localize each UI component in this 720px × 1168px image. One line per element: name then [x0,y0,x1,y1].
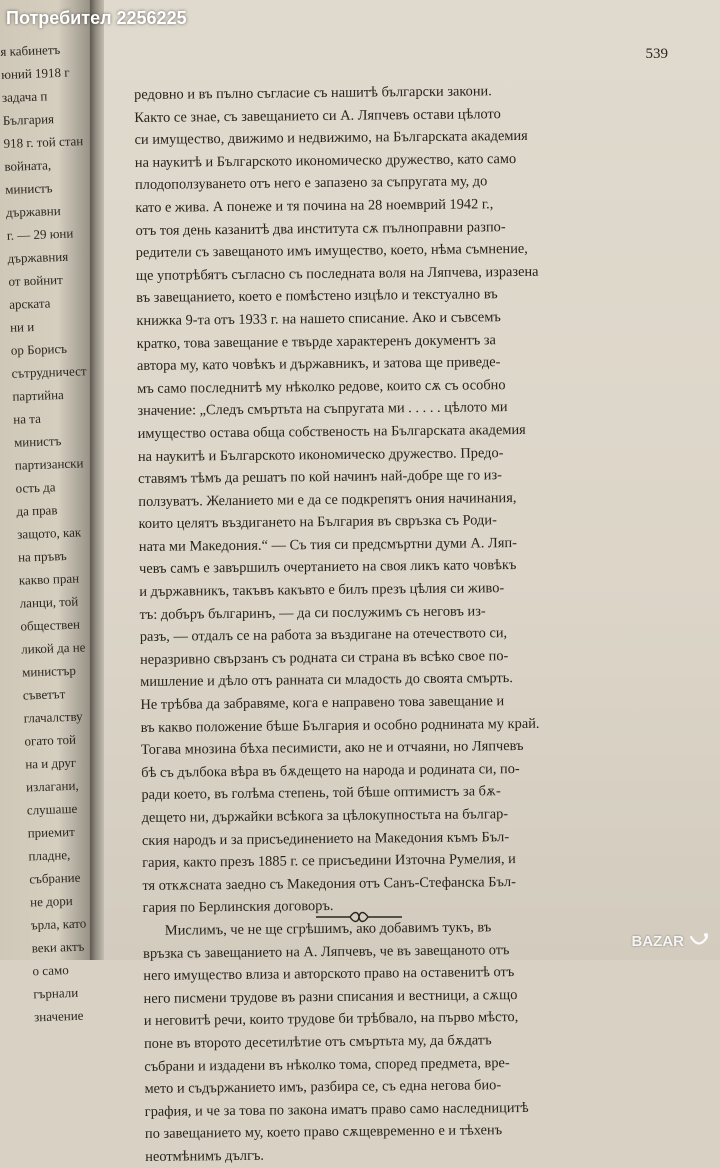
text-line: въ завещанието, което е помѣстено изцѣло и текстуално въ [136,286,498,307]
brand-text: BAZAR [631,932,684,950]
text-line: Тогава мнозина бѣха песимисти, ако не и отчаяни, но Ляпчевъ [140,738,524,759]
left-page-line: партизански [14,455,84,473]
bazar-logo [632,932,711,950]
text-line: чевъ самъ е завършилъ очертанието на своя ликъ като човѣкъ [138,557,517,578]
text-line: въ какво положение бѣше България и особно роднината му край. [140,715,540,736]
text-line: ната ми Македония.“ — Съ тия си предсмъртни думи А. Ляп- [138,534,517,555]
left-page-line: министъ [4,180,53,197]
left-page-line: г. — 29 юни [6,225,74,243]
left-page-line: обществен [20,616,81,634]
text-line: ради което, въ голѣма степень, той бѣше оптимистъ за бѫ- [141,783,501,804]
left-page-line: глачалству [23,708,83,726]
left-page-line: България [2,111,55,128]
text-line: връзка съ завещанието на А. Ляпчевъ, че въ завещаното отъ [143,941,510,962]
text-line: редовно и въ пълно съгласие съ нашитѣ български закони. [134,83,492,103]
left-page-line: да прав [16,502,58,519]
text-line: имущество остава обща собственость на Българската академия [137,421,526,442]
left-page-line: ликой да не [21,639,86,657]
left-page-line: министър [21,662,77,680]
left-page-line: огато той [24,731,77,749]
smile-logo-icon [688,932,710,950]
left-page-line: събрание [29,869,81,887]
page-number: 539 [645,46,668,62]
left-page-line: я кабинетъ [0,41,61,59]
text-line: гария по Берлинския договоръ. [142,898,334,917]
text-line: мишление и дѣло отъ ранната си младость до своята смърть. [140,670,514,691]
text-line: които целятъ въздигането на България въ свръзка съ Роди- [138,512,497,533]
text-line: дещето ни, държайки всѣкога за цѣлокупностьта на българ- [141,806,509,826]
left-page-line: ланци, той [19,593,79,611]
text-line: неразривно свързанъ съ родната си страна въ всѣко свое по- [139,647,509,668]
text-line: на наукитѣ и Българското икономическо дружество, като само [134,150,517,171]
left-page-line: съветът [22,686,66,703]
left-page-line: защото, как [16,524,82,542]
body-text [134,78,675,1168]
left-page-line: ость да [15,479,56,496]
left-page-edge [0,0,96,1025]
left-page-line: не дори [29,892,73,910]
left-page-line: на та [12,410,42,427]
left-page-line: арската [8,295,51,312]
text-line: и неговитѣ речи, които трудове би трѣбвало, на първо мѣсто, [143,1009,519,1030]
text-line: плодоползуването отъ него е запазено за съпругата му, до [134,173,488,194]
left-page-line: ни и [9,318,35,335]
text-line: разъ, — отдалъ се на работа за въздигане на отечеството си, [139,625,508,646]
left-page-line: приемит [27,823,75,841]
text-line: редители съ завещаното имъ имущество, което, нѣма съмнение, [135,241,528,262]
left-page-line: слушаше [26,800,78,818]
left-page-line: какво пран [18,570,80,588]
text-line: ския народъ и за присъединението на Македония къмъ Бъл- [141,828,510,849]
text-line: по завещанието му, което право сѫщевременно е и тѣхенъ [144,1122,503,1143]
text-line: поне въ второто десетилѣтие отъ смъртьта му, да бѫдатъ [143,1032,492,1052]
text-line: автора му, като човѣкъ и държавникъ, и затова ще приведе- [136,354,501,375]
left-page-line: министъ [13,433,62,450]
left-page-line: излагани, [25,777,79,795]
user-watermark: Потребител 2256225 [6,8,187,28]
left-page-line: ърла, като [30,915,87,933]
text-line: мето и съдържанието имъ, разбира се, съ една негова био- [144,1077,502,1098]
text-line: Мислимъ, че не ще сгрѣшимъ, ако добавимъ тукъ, въ [164,919,492,939]
left-page-line: пладне, [28,847,71,864]
left-page-line: от войнит [8,271,64,289]
text-line: него имущество влиза и авторското право на оставенитѣ отъ [143,964,515,985]
text-line: кратко, това завещание е твърде характеренъ документъ за [136,331,496,352]
left-page-line: гърнали [33,984,79,1002]
text-line: бѣ съ дълбока вѣра въ бѫдещето на народа и родината си, по- [141,760,520,781]
left-page-line: юний 1918 г [0,64,70,82]
text-line: ползуватъ. Желанието ми е да се подкрепятъ ония начинания, [138,489,517,510]
book-gutter [90,0,104,960]
left-page-line: о само [32,962,69,979]
text-line: Не трѣбва да забравяме, кога е направено това завещание и [140,693,505,713]
left-page-line: войната, [4,157,52,174]
text-line: и държавникъ, такъвъ какъвто е билъ презъ цѣлия си живо- [139,580,505,601]
left-page-line: държавния [7,248,69,266]
text-line: ставямъ тѣмъ да решатъ по кой начинъ най-добре ще го из- [138,467,502,488]
text-line: неотмѣнимъ дългъ. [145,1147,265,1165]
text-line: него писмени трудове въ разни списания и вестници, а сѫщо [143,986,518,1007]
text-line: ще употрѣбятъ съгласно съ последната воля на Ляпчева, изразена [135,263,539,284]
left-page-line: държавни [5,202,61,220]
left-page-line: партийна [12,386,65,404]
text-line: мъ само последнитѣ му нѣколко редове, които сѫ съ особно [137,376,506,397]
text-line: графия, и че за това по закона иматъ право само наследницитѣ [144,1099,529,1120]
left-page-line: задача п [1,88,48,105]
left-page-line: значение [33,1007,84,1025]
left-page-line: сътрудничест [11,363,87,381]
left-page-line: на пръвъ [17,547,67,565]
text-line: Както се знае, съ завещанието си А. Ляпчевъ остави цѣлото [134,105,501,126]
text-line: тя откѫсната заедно съ Македония отъ Санъ-Стефанска Бъл- [142,873,516,894]
text-line: отъ тоя день казанитѣ два института сѫ пълноправни разпо- [135,218,506,239]
text-line: гария, както презъ 1885 г. се присъедини Източна Румелия, и [142,851,516,872]
left-page-line: веки актъ [31,938,85,956]
text-line: книжка 9-та отъ 1933 г. на нашето списание. Ако и съвсемъ [136,309,501,329]
text-line: си имущество, движимо и недвижимо, на Българската академия [134,128,528,149]
right-page [104,0,720,1165]
left-page-line: 918 г. той стан [3,133,84,151]
left-page-line: на и друг [25,754,77,772]
text-line: на наукитѣ и Българското икономическо дружество. Предо- [137,444,504,465]
text-line: тъ: добъръ българинъ, — да си послужимъ съ неговъ из- [139,603,486,623]
text-line: значение: „Следъ смъртьта на съпругата ми . . . . . цѣлото ми [137,399,508,420]
text-line: като е жива. А понеже и тя почина на 28 ноемврий 1942 г., [135,196,494,216]
left-page-line: ор Борисъ [10,340,68,358]
text-line: събрани и издадени въ нѣколко тома, според предмета, вре- [144,1054,510,1075]
end-ornament-icon [314,910,404,924]
